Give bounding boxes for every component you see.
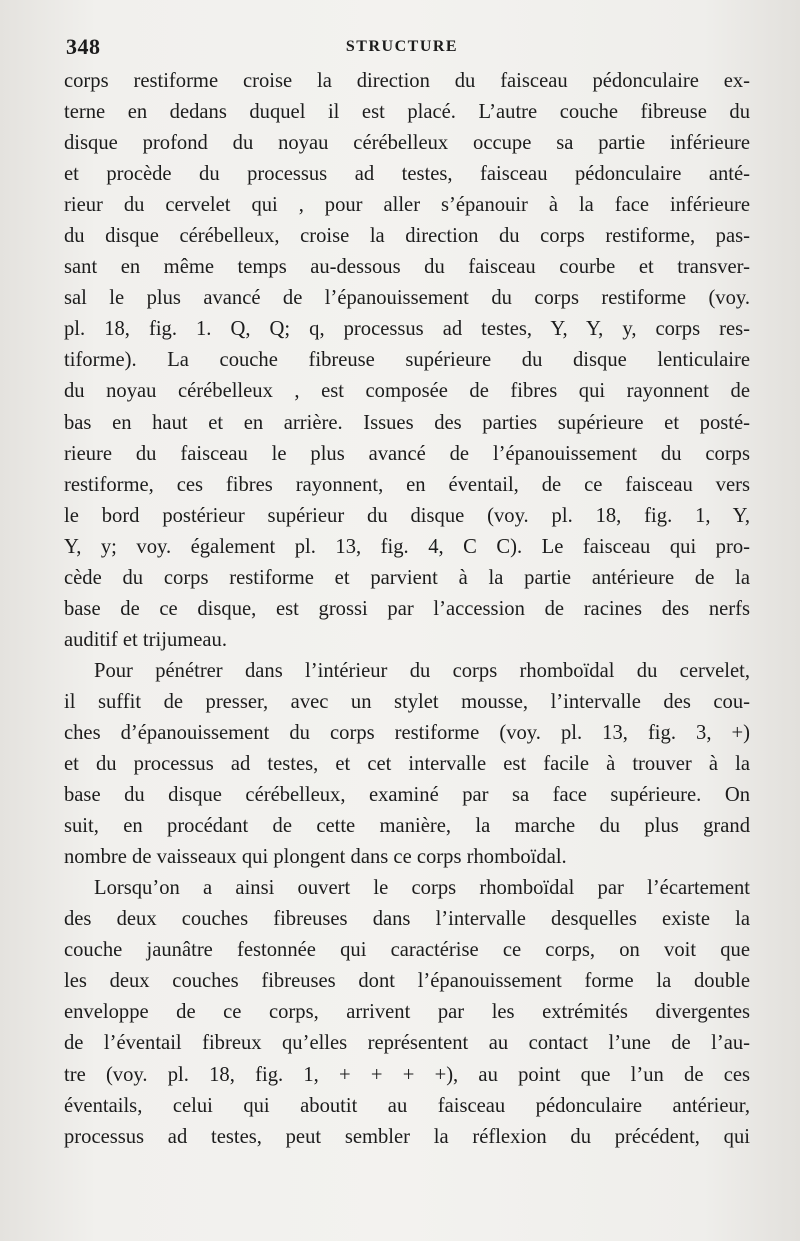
paragraph-3 [64,873,750,1152]
text-line: éventails, celui qui aboutit au faisceau pédonculaire antérieur, [64,1094,750,1117]
text-line: suit, en procédant de cette manière, la marche du plus grand [64,815,750,838]
text-line: auditif et trijumeau. [64,628,227,651]
text-line: cède du corps restiforme et parvient à la partie antérieure de la [64,566,750,589]
text-line: disque profond du noyau cérébelleux occupe sa partie inférieure [64,132,750,155]
text-line: du disque cérébelleux, croise la direction du corps restiforme, pas- [64,225,750,248]
text-line: les deux couches fibreuses dont l’épanouissement forme la double [64,970,750,993]
text-line: couche jaunâtre festonnée qui caractérise ce corps, on voit que [64,939,750,962]
text-line: sal le plus avancé de l’épanouissement du corps restiforme (voy. [64,287,750,310]
text-line: enveloppe de ce corps, arrivent par les extrémités divergentes [64,1001,750,1024]
text-line: nombre de vaisseaux qui plongent dans ce corps rhomboïdal. [64,846,567,869]
body-text [64,66,750,1153]
text-line: pl. 18, fig. 1. Q, Q; q, processus ad testes, Y, Y, y, corps res- [64,318,750,341]
running-head: STRUCTURE [345,38,459,55]
text-line: processus ad testes, peut sembler la réflexion du précédent, qui [64,1125,750,1148]
paragraph-2 [64,656,750,873]
text-line: restiforme, ces fibres rayonnent, en éventail, de ce faisceau vers [64,473,750,496]
text-line: tiforme). La couche fibreuse supérieure du disque lenticulaire [64,349,750,372]
text-line: il suffit de presser, avec un stylet mousse, l’intervalle des cou- [64,690,750,713]
text-line: de l’éventail fibreux qu’elles représentent au contact l’une de l’au- [64,1032,750,1055]
text-line: du noyau cérébelleux , est composée de fibres qui rayonnent de [64,380,750,403]
text-line: Y, y; voy. également pl. 13, fig. 4, C C). Le faisceau qui pro- [64,535,750,558]
text-line: le bord postérieur supérieur du disque (voy. pl. 18, fig. 1, Y, [64,504,750,527]
page-header [62,34,742,64]
text-line: base du disque cérébelleux, examiné par sa face supérieure. On [64,784,750,807]
text-line: Lorsqu’on a ainsi ouvert le corps rhomboïdal par l’écartement [94,877,750,900]
text-line: base de ce disque, est grossi par l’accession de racines des nerfs [64,597,750,620]
text-line: rieur du cervelet qui , pour aller s’épanouir à la face inférieure [64,194,750,217]
text-line: et procède du processus ad testes, faisceau pédonculaire anté- [64,163,750,186]
text-line: rieure du faisceau le plus avancé de l’épanouissement du corps [64,442,750,465]
text-line: bas en haut et en arrière. Issues des parties supérieure et posté- [64,411,750,434]
text-line: sant en même temps au-dessous du faisceau courbe et transver- [64,256,750,279]
text-line: corps restiforme croise la direction du faisceau pédonculaire ex- [64,70,750,92]
text-line: terne en dedans duquel il est placé. L’autre couche fibreuse du [64,101,750,124]
paragraph-1 [64,66,750,656]
text-line: des deux couches fibreuses dans l’intervalle desquelles existe la [64,908,750,931]
text-line: Pour pénétrer dans l’intérieur du corps rhomboïdal du cervelet, [94,659,750,682]
text-line: et du processus ad testes, et cet intervalle est facile à trouver à la [64,753,750,776]
page-number: 348 [66,34,101,59]
text-line: tre (voy. pl. 18, fig. 1, + + + +), au point que l’un de ces [64,1063,750,1086]
text-line: ches d’épanouissement du corps restiforme (voy. pl. 13, fig. 3, +) [64,721,750,744]
